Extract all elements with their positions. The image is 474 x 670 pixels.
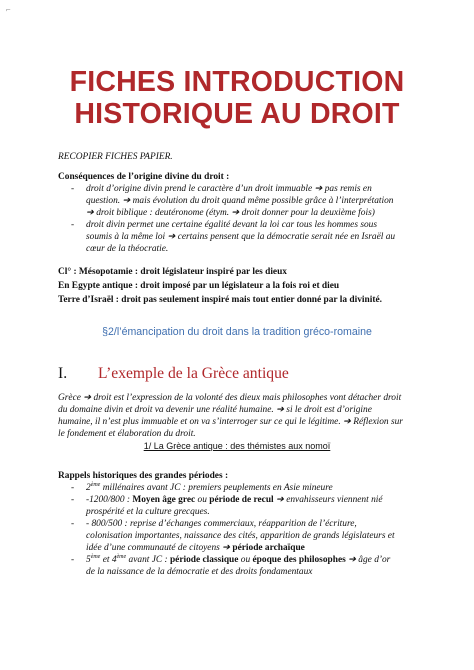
period-item-1 xyxy=(86,482,333,494)
period-3-name: période archaïque xyxy=(232,543,305,553)
period-4-alt-name: époque des philosophes xyxy=(252,555,346,565)
bullet-dash: - xyxy=(71,519,75,529)
superscript: ème xyxy=(90,554,101,560)
greece-line-1: Grèce ➔ droit est l’expression de la volonté des dieux mais philosophes vont détacher droit xyxy=(58,393,402,403)
subsection-heading: 1/ La Grèce antique : des thémistes aux nomoï xyxy=(143,441,331,451)
period-4-text: ➔ âge d’or xyxy=(345,555,391,565)
period-item-3-line-2: colonisation importantes, naissance des cités, apparition de grands législateurs et xyxy=(86,531,395,541)
part-number: I. xyxy=(58,365,68,382)
period-4-number-a: 5 xyxy=(86,555,91,565)
corner-mark: ⌐ xyxy=(6,5,11,14)
superscript: ème xyxy=(90,482,101,488)
connector: ou xyxy=(195,495,210,505)
period-item-4-line-2: de la naissance de la démocratie et des droits fondamentaux xyxy=(86,567,313,577)
bullet-dash: - xyxy=(71,555,75,565)
greece-line-4: le fondement et élaboration du droit. xyxy=(58,429,196,439)
period-item-2 xyxy=(86,494,383,506)
consequence-1-line-3: ➔ droit biblique : deutéronome (étym. ➔ droit donner pour la deuxième fois) xyxy=(86,208,375,218)
bullet-dash: - xyxy=(71,184,75,194)
section-heading: §2/l’émancipation du droit dans la tradition gréco-romaine xyxy=(102,326,372,338)
connector: ou xyxy=(238,555,253,565)
consequences-heading: Conséquences de l’origine divine du droit : xyxy=(58,172,230,182)
period-4-name: période classique xyxy=(169,555,239,565)
consequence-2-line-2: soumis à la même loi ➔ certains pensent que la démocratie serait née en Israël au xyxy=(86,232,396,242)
period-4-number-b: et 4 xyxy=(100,555,117,565)
superscript: ème xyxy=(116,554,127,560)
bullet-dash: - xyxy=(71,483,75,493)
consequence-2-line-1: droit divin permet une certaine égalité devant la loi car tous les hommes sous xyxy=(86,220,378,230)
greece-line-2: du domaine divin et droit va devenir une réalité humaine. ➔ si le droit est d’origine xyxy=(58,405,372,415)
consequence-1-line-2: question. ➔ mais évolution du droit quand même possible grâce à l’interprétation xyxy=(86,196,394,206)
rappels-heading: Rappels historiques des grandes périodes : xyxy=(58,471,229,481)
bullet-dash: - xyxy=(71,220,75,230)
civ-line-1: Cl° : Mésopotamie : droit législateur inspiré par les dieux xyxy=(58,267,287,277)
period-item-3-line-1: - 800/500 : reprise d’échanges commerciaux, réapparition de l’écriture, xyxy=(86,519,357,529)
period-1-text: millénaires avant JC : premiers peuplements en Asie mineure xyxy=(100,483,333,493)
period-1-number: 2 xyxy=(86,483,91,493)
bullet-dash: - xyxy=(71,495,75,505)
period-2-dates: -1200/800 : xyxy=(86,495,133,505)
greece-line-3: humaine, il n’est plus immuable et on va s’interroger sur ce qui le légitime. ➔ Réflexion sur xyxy=(58,417,403,427)
civ-line-2: En Egypte antique : droit imposé par un législateur a la fois roi et dieu xyxy=(58,281,340,291)
period-item-2-line-2: prospérité et la culture grecques. xyxy=(86,507,210,517)
instruction-text: RECOPIER FICHES PAPIER. xyxy=(58,152,173,162)
period-item-3-line-3 xyxy=(86,542,305,554)
part-title: L’exemple de la Grèce antique xyxy=(98,365,289,382)
title-line-2: HISTORIQUE AU DROIT xyxy=(74,98,400,130)
period-2-text: ➔ envahisseurs viennent nié xyxy=(273,495,383,505)
consequence-2-line-3: cœur de la théocratie. xyxy=(86,244,169,254)
civ-line-3: Terre d’Israël : droit pas seulement inspiré mais tout entier donné par la divinité. xyxy=(58,295,382,305)
period-item-4 xyxy=(86,554,390,566)
period-2-name: Moyen âge grec xyxy=(132,495,196,505)
consequence-1-line-1: droit d’origine divin prend le caractère d’un droit immuable ➔ pas remis en xyxy=(86,184,372,194)
period-3-text: idée d’une communauté de citoyens ➔ xyxy=(86,543,233,553)
part-heading xyxy=(58,365,289,383)
period-4-dates: avant JC : xyxy=(126,555,170,565)
period-2-alt-name: période de recul xyxy=(209,495,274,505)
document-title xyxy=(0,66,474,130)
title-line-1: FICHES INTRODUCTION xyxy=(69,66,405,98)
